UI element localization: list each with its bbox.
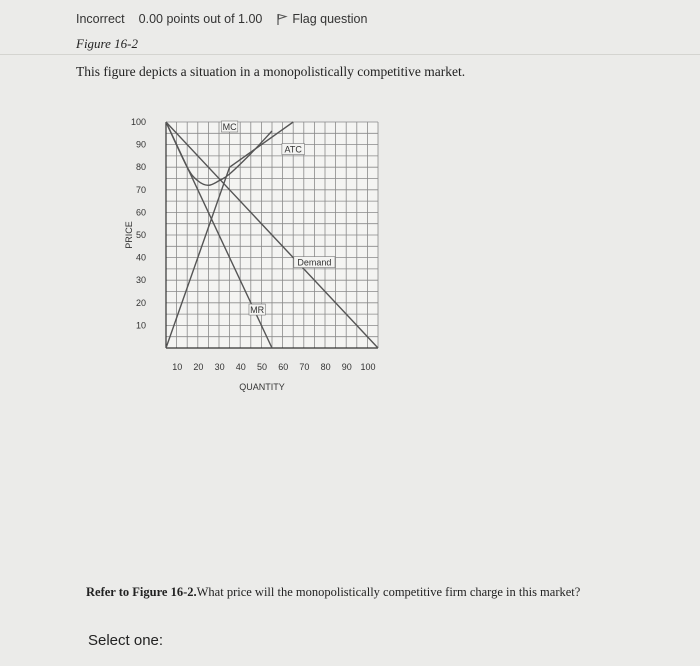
- y-tick-label: 90: [135, 139, 146, 150]
- question-text: [86, 585, 580, 600]
- question-prefix: Refer to Figure 16-2.: [86, 585, 197, 599]
- x-tick-label: 20: [193, 362, 204, 372]
- flag-question-label: Flag question: [292, 12, 368, 26]
- y-tick-label: 30: [135, 275, 146, 286]
- flag-icon: [276, 12, 288, 26]
- monopolistic-competition-chart: [118, 108, 408, 398]
- y-tick-label: 50: [135, 230, 146, 240]
- flag-question-button[interactable]: [276, 12, 367, 26]
- question-body: What price will the monopolistically competitive firm charge in this market?: [196, 585, 581, 599]
- curve-label-mc: MC: [222, 122, 237, 132]
- x-tick-label: 70: [299, 362, 310, 372]
- figure-description: This figure depicts a situation in a monopolistically competitive market.: [76, 64, 466, 79]
- select-one-label: Select one:: [88, 632, 164, 649]
- x-tick-label: 80: [320, 362, 331, 372]
- x-tick-label: 40: [235, 362, 246, 372]
- x-tick-label: 10: [172, 362, 183, 372]
- points-text: 0.00 points out of 1.00: [138, 12, 263, 26]
- curve-label-demand: Demand: [297, 257, 332, 268]
- y-tick-label: 20: [135, 297, 146, 308]
- header-divider: [0, 54, 700, 55]
- y-tick-label: 70: [135, 184, 146, 195]
- question-status-bar: [76, 12, 367, 26]
- x-tick-label: 60: [278, 362, 289, 372]
- result-status: Incorrect: [76, 12, 125, 26]
- y-tick-label: 10: [135, 320, 146, 331]
- y-tick-label: 40: [135, 252, 146, 263]
- chart-svg: [118, 108, 408, 398]
- x-tick-label: 50: [256, 362, 268, 372]
- x-tick-label: 30: [214, 362, 225, 372]
- x-axis-label: QUANTITY: [239, 382, 285, 392]
- y-tick-label: 100: [130, 117, 146, 127]
- x-tick-label: 90: [341, 362, 352, 372]
- x-tick-label: 100: [360, 362, 376, 372]
- curve-label-mr: MR: [250, 305, 265, 316]
- figure-title: Figure 16-2: [76, 36, 138, 51]
- y-axis-label: PRICE: [124, 221, 134, 249]
- y-tick-label: 60: [135, 207, 146, 218]
- curve-label-atc: ATC: [284, 144, 302, 155]
- y-tick-label: 80: [135, 162, 146, 173]
